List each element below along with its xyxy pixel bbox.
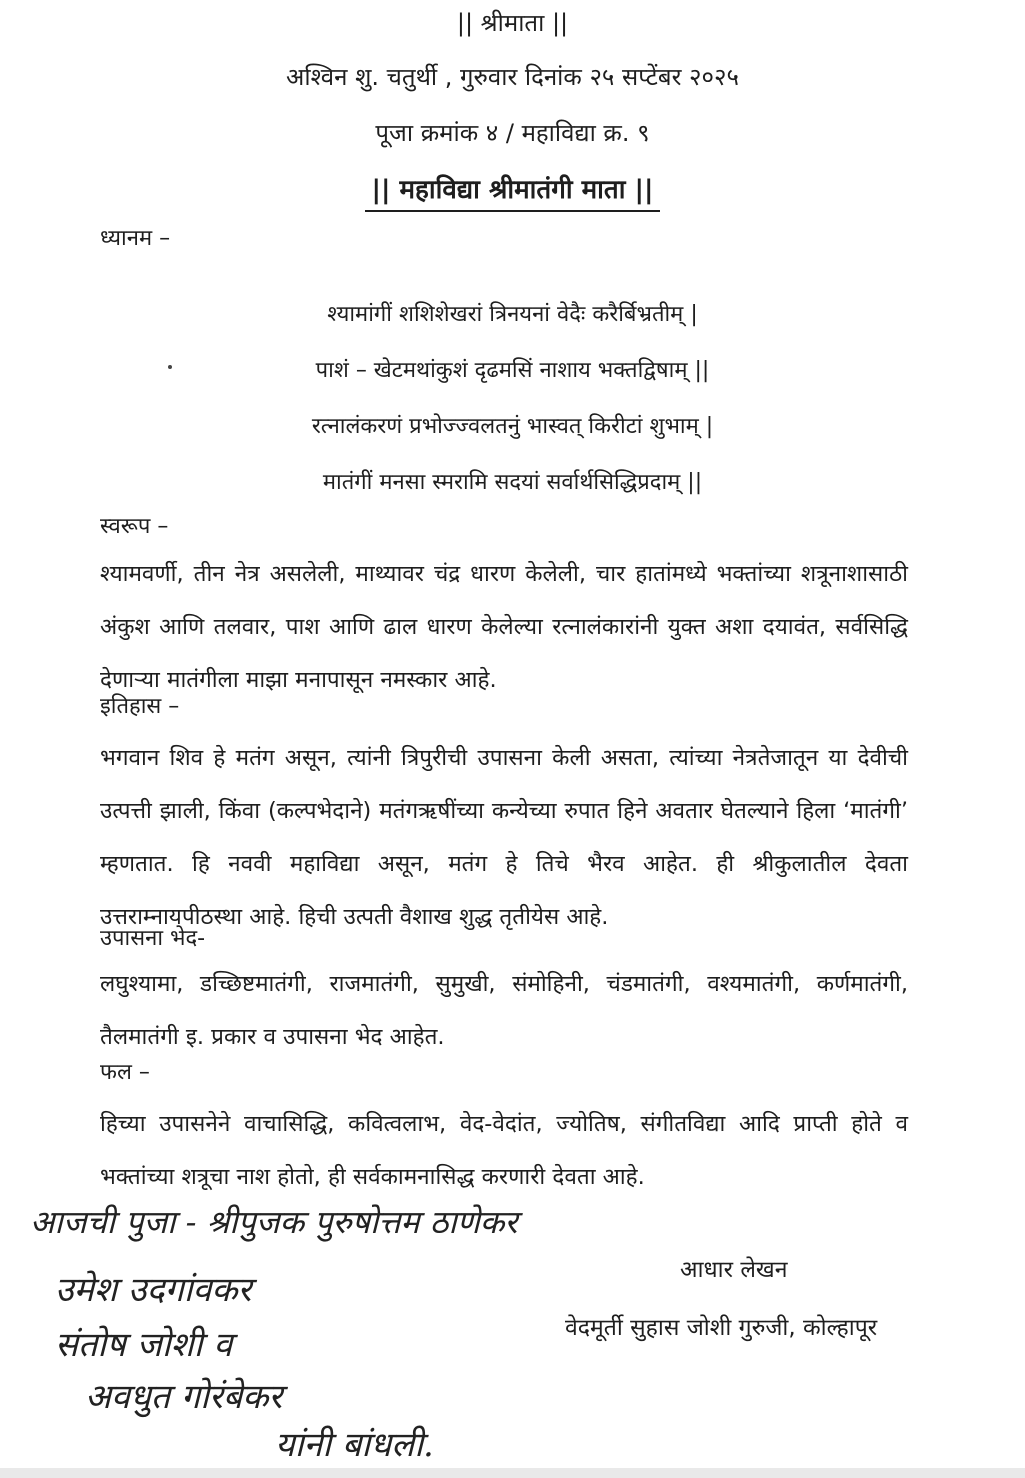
phal-text: हिच्या उपासनेने वाचासिद्धि, कवित्वलाभ, वेद-वेदांत, ज्योतिष, संगीतविद्या आदि प्राप्ती होते व भक्तांच्या शत्रूचा नाश होतो, ही सर्वकामनासिद्ध करणारी देवता आहे. bbox=[100, 1111, 908, 1190]
dhyanam-label: ध्यानम – bbox=[100, 226, 171, 251]
handwritten-line-5: यांनी बांधली. bbox=[275, 1425, 434, 1465]
page-title: || महाविद्या श्रीमातंगी माता || bbox=[365, 170, 659, 212]
upasana-label: उपासना भेद- bbox=[100, 926, 206, 951]
verse-line-4: मातंगीं मनसा स्मरामि सदयां सर्वार्थसिद्धिप्रदाम् || bbox=[322, 470, 703, 495]
itihas-label: इतिहास – bbox=[100, 694, 180, 719]
swaroop-text: श्यामवर्णी, तीन नेत्र असलेली, माथ्यावर चंद्र धारण केलेली, चार हातांमध्ये भक्तांच्या शत्रूनाशासाठी अंकुश आणि तलवार, पाश आणि ढाल धारण केलेल्या रत्नालंकारांनी युक्त अशा दयावंत, सर्वसिद्धि देणाऱ्या मातंगीला माझा मनापासून नमस्कार आहे. bbox=[100, 561, 908, 693]
handwritten-line-3: संतोष जोशी व bbox=[55, 1325, 233, 1365]
handwritten-line-2: उमेश उदगांवकर bbox=[55, 1270, 252, 1310]
handwritten-line-1: आजची पुजा - श्रीपुजक पुरुषोत्तम ठाणेकर bbox=[30, 1203, 518, 1241]
handwritten-line-4: अवधुत गोरंबेकर bbox=[85, 1377, 283, 1417]
credit-author: वेदमूर्ती सुहास जोशी गुरुजी, कोल्हापूर bbox=[565, 1315, 878, 1341]
invocation: || श्रीमाता || bbox=[456, 9, 569, 37]
title-wrapper bbox=[0, 170, 1025, 212]
verse-line-3: रत्नालंकरणं प्रभोज्ज्वलतनुं भास्वत् किरीटां शुभाम् | bbox=[311, 414, 714, 439]
phal-label: फल – bbox=[100, 1060, 150, 1085]
credit-label: आधार लेखन bbox=[680, 1257, 788, 1283]
verse-line-2: पाशं – खेटमथांकुशं दृढमसिं नाशाय भक्तद्विषाम् || bbox=[315, 358, 710, 383]
swaroop-label: स्वरूप – bbox=[100, 514, 169, 539]
bottom-edge-shadow bbox=[0, 1468, 1025, 1478]
verse-line-1: श्यामांगीं शशिशेखरां त्रिनयनां वेदैः करैर्बिभ्रतीम् | bbox=[327, 302, 698, 327]
puja-number-line: पूजा क्रमांक ४ / महाविद्या क्र. ९ bbox=[375, 119, 650, 147]
upasana-text: लघुश्यामा, डच्छिष्टमातंगी, राजमातंगी, सुमुखी, संमोहिनी, चंडमातंगी, वश्यमातंगी, कर्णमातंगी, तैलमातंगी इ. प्रकार व उपासना भेद आहेत. bbox=[100, 971, 908, 1050]
date-line: अश्विन शु. चतुर्थी , गुरुवार दिनांक २५ सप्टेंबर २०२५ bbox=[286, 63, 739, 91]
itihas-text: भगवान शिव हे मतंग असून, त्यांनी त्रिपुरीची उपासना केली असता, त्यांच्या नेत्रतेजातून या देवीची उत्पत्ती झाली, किंवा (कल्पभेदाने) मतंगऋषींच्या कन्येच्या रुपात हिने अवतार घेतल्याने हिला ‘मातंगी’ म्हणतात. हि नववी महाविद्या असून, मतंग हे तिचे भैरव आहेत. ही श्रीकुलातील देवता उत्तराम्नायपीठस्था आहे. हिची उत्पती वैशाख शुद्ध तृतीयेस आहे. bbox=[100, 745, 908, 930]
